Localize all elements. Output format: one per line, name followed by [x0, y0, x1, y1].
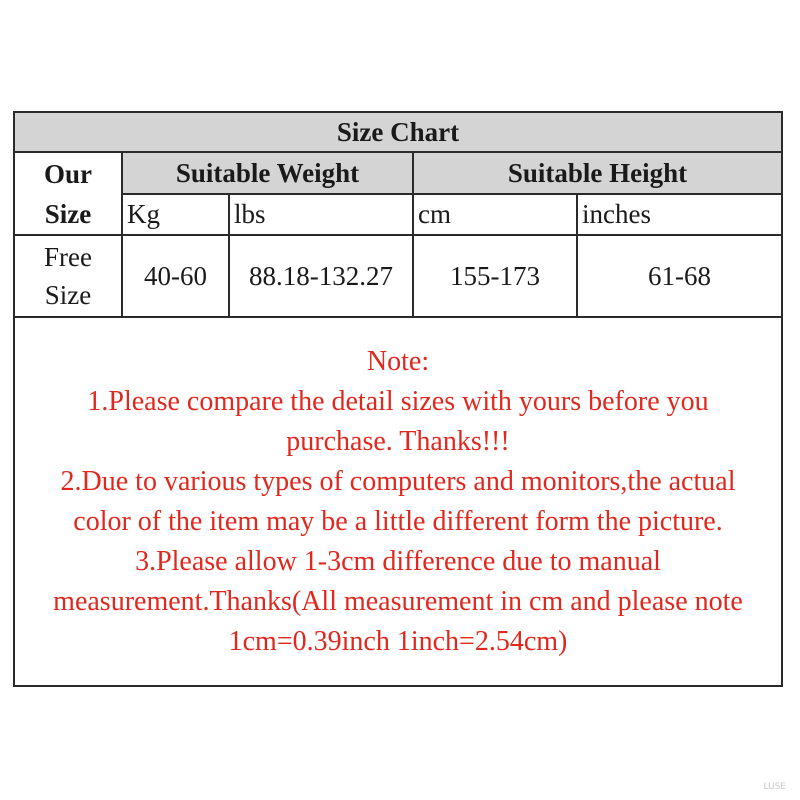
size-line-1: Free — [44, 242, 92, 272]
note-line: purchase. Thanks!!! — [286, 425, 510, 457]
our-size-header — [15, 153, 123, 236]
size-label: Size — [44, 198, 92, 229]
suitable-weight-header: Suitable Weight — [123, 153, 414, 195]
chart-title: Size Chart — [15, 113, 781, 153]
cm-value: 155-173 — [414, 236, 578, 318]
unit-cm: cm — [414, 195, 578, 236]
size-value — [15, 236, 123, 318]
our-label: Our — [43, 158, 92, 189]
note-line: color of the item may be a little different form the picture. — [73, 505, 723, 537]
note-line: 1.Please compare the detail sizes with yours before you — [87, 385, 709, 417]
watermark: LUSE — [763, 782, 786, 792]
unit-lbs: lbs — [230, 195, 414, 236]
notes-section — [15, 318, 781, 685]
unit-kg: Kg — [123, 195, 230, 236]
note-line: measurement.Thanks(All measurement in cm and please note — [53, 585, 743, 617]
lbs-value: 88.18-132.27 — [230, 236, 414, 318]
inches-value: 61-68 — [578, 236, 781, 318]
note-line: 1cm=0.39inch 1inch=2.54cm) — [228, 625, 568, 657]
kg-value: 40-60 — [123, 236, 230, 318]
note-heading: Note: — [366, 345, 430, 377]
size-line-2: Size — [44, 280, 92, 310]
note-line: 3.Please allow 1-3cm difference due to manual — [135, 545, 661, 577]
suitable-height-header: Suitable Height — [414, 153, 781, 195]
note-line: 2.Due to various types of computers and monitors,the actual — [60, 465, 736, 497]
unit-inches: inches — [578, 195, 781, 236]
size-chart-panel — [13, 111, 783, 687]
